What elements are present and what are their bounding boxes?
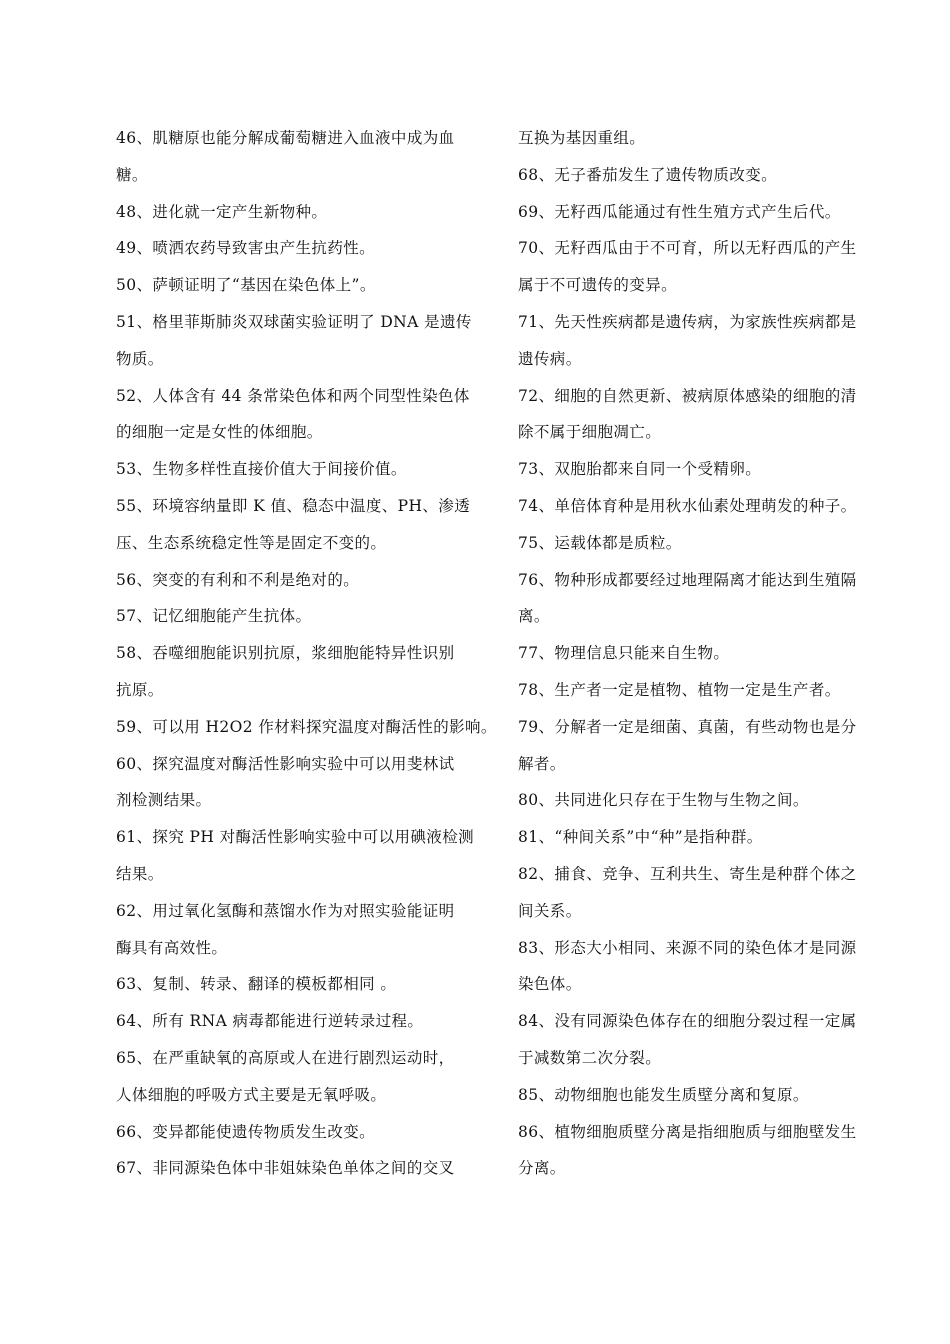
text-line: 80、共同进化只存在于生物与生物之间。	[518, 791, 809, 810]
text-line: 83、形态大小相同、来源不同的染色体才是同源	[518, 938, 857, 957]
text-line: 压、生态系统稳定性等是固定不变的。	[116, 533, 387, 552]
text-line: 61、探究 PH 对酶活性影响实验中可以用碘液检测	[116, 828, 475, 847]
text-line: 56、突变的有利和不利是绝对的。	[116, 570, 360, 589]
text-line: 分离。	[518, 1159, 566, 1178]
text-line: 69、无籽西瓜能通过有性生殖方式产生后代。	[518, 202, 841, 221]
text-line: 84、没有同源染色体存在的细胞分裂过程一定属	[518, 1012, 857, 1031]
text-line: 57、记忆细胞能产生抗体。	[116, 607, 312, 626]
text-line: 59、可以用 H2O2 作材料探究温度对酶活性的影响。	[116, 717, 497, 736]
text-line: 属于不可遗传的变异。	[518, 276, 678, 295]
text-line: 60、探究温度对酶活性影响实验中可以用斐林试	[116, 754, 455, 773]
text-line: 64、所有 RNA 病毒都能进行逆转录过程。	[116, 1012, 424, 1031]
text-line: 间关系。	[518, 901, 582, 920]
text-line: 结果。	[116, 864, 164, 883]
text-line: 48、进化就一定产生新物种。	[116, 202, 328, 221]
text-line: 68、无子番茄发生了遗传物质改变。	[518, 165, 778, 184]
text-line: 70、无籽西瓜由于不可育，所以无籽西瓜的产生	[518, 239, 857, 258]
text-line: 86、植物细胞质壁分离是指细胞质与细胞壁发生	[518, 1122, 857, 1141]
text-line: 82、捕食、竞争、互利共生、寄生是种群个体之	[518, 864, 857, 883]
text-line: 76、物种形成都要经过地理隔离才能达到生殖隔	[518, 570, 857, 589]
text-line: 81、“种间关系”中“种”是指种群。	[518, 828, 763, 847]
text-line: 78、生产者一定是植物、植物一定是生产者。	[518, 680, 841, 699]
text-line: 离。	[518, 607, 550, 626]
text-line: 剂检测结果。	[116, 791, 212, 810]
text-line: 77、物理信息只能来自生物。	[518, 644, 730, 663]
text-line: 除不属于细胞凋亡。	[518, 423, 662, 442]
text-line: 53、生物多样性直接价值大于间接价值。	[116, 460, 407, 479]
text-line: 72、细胞的自然更新、被病原体感染的细胞的清	[518, 386, 857, 405]
text-line: 物质。	[116, 349, 164, 368]
text-line: 55、环境容纳量即 K 值、稳态中温度、PH、渗透	[116, 496, 471, 515]
text-line: 酶具有高效性。	[116, 938, 228, 957]
text-line: 49、喷洒农药导致害虫产生抗药性。	[116, 239, 376, 258]
text-line: 73、双胞胎都来自同一个受精卵。	[518, 460, 762, 479]
text-line: 互换为基因重组。	[518, 129, 646, 147]
text-line: 糖。	[116, 165, 148, 184]
text-line: 67、非同源染色体中非姐妹染色单体之间的交叉	[116, 1159, 455, 1178]
text-line: 解者。	[518, 754, 566, 773]
text-line: 染色体。	[518, 975, 582, 994]
text-line: 65、在严重缺氧的高原或人在进行剧烈运动时，	[116, 1048, 455, 1067]
text-line: 50、萨顿证明了“基因在染色体上”。	[116, 276, 376, 295]
text-line: 74、单倍体育种是用秋水仙素处理萌发的种子。	[518, 496, 857, 515]
text-line: 71、先天性疾病都是遗传病，为家族性疾病都是	[518, 312, 857, 331]
text-line: 52、人体含有 44 条常染色体和两个同型性染色体	[116, 386, 470, 405]
text-line: 人体细胞的呼吸方式主要是无氧呼吸。	[116, 1085, 387, 1104]
text-line: 58、吞噬细胞能识别抗原，浆细胞能特异性识别	[116, 644, 455, 663]
text-line: 抗原。	[116, 680, 164, 699]
right-column	[518, 120, 880, 1187]
text-line: 46、肌糖原也能分解成葡萄糖进入血液中成为血	[116, 129, 455, 147]
left-column	[116, 120, 497, 1187]
text-line: 于减数第二次分裂。	[518, 1048, 662, 1067]
text-line: 51、格里菲斯肺炎双球菌实验证明了 DNA 是遗传	[116, 312, 472, 331]
text-line: 79、分解者一定是细菌、真菌，有些动物也是分	[518, 717, 857, 736]
text-line: 66、变异都能使遗传物质发生改变。	[116, 1122, 376, 1141]
text-line: 75、运载体都是质粒。	[518, 533, 682, 552]
text-line: 62、用过氧化氢酶和蒸馏水作为对照实验能证明	[116, 901, 455, 920]
text-line: 63、复制、转录、翻译的模板都相同 。	[116, 975, 397, 994]
text-line: 85、动物细胞也能发生质壁分离和复原。	[518, 1085, 809, 1104]
text-line: 遗传病。	[518, 349, 582, 368]
text-line: 的细胞一定是女性的体细胞。	[116, 423, 323, 442]
